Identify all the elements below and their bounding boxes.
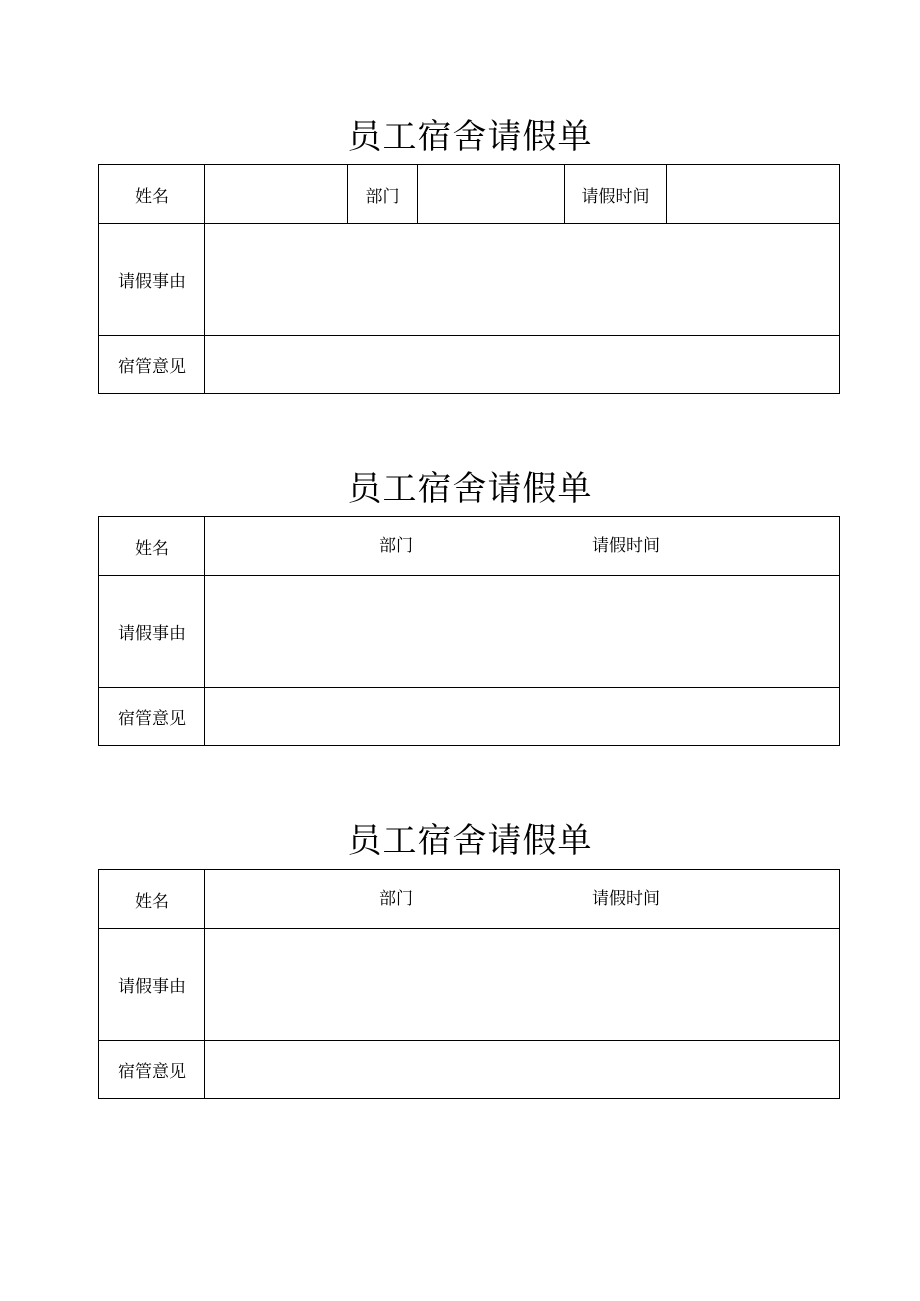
name-label: 姓名	[135, 186, 169, 207]
name-row-field[interactable]	[205, 517, 839, 575]
dorm-opinion-label: 宿管意见	[118, 357, 186, 377]
dorm-opinion-field[interactable]	[205, 1041, 839, 1098]
leave-time-label: 请假时间	[592, 889, 660, 909]
reason-label: 请假事由	[118, 272, 186, 292]
leave-time-label: 请假时间	[581, 186, 650, 207]
name-field[interactable]	[205, 165, 347, 223]
dept-label: 部门	[379, 889, 413, 909]
name-row-field[interactable]	[205, 870, 839, 928]
form-1-title: 员工宿舍请假单	[347, 117, 593, 157]
leave-time-label: 请假时间	[592, 536, 660, 556]
reason-field[interactable]	[205, 576, 839, 687]
form-3-table	[98, 869, 840, 1099]
reason-field[interactable]	[205, 224, 839, 335]
dorm-opinion-field[interactable]	[205, 336, 839, 393]
form-3-title: 员工宿舍请假单	[347, 821, 593, 861]
dept-label: 部门	[379, 536, 413, 556]
form-1-table	[98, 164, 840, 394]
dept-label: 部门	[365, 186, 400, 207]
dept-field[interactable]	[418, 165, 564, 223]
reason-label: 请假事由	[118, 624, 186, 644]
reason-label: 请假事由	[118, 977, 186, 997]
leave-time-field[interactable]	[667, 165, 839, 223]
reason-field[interactable]	[205, 929, 839, 1040]
dorm-opinion-label: 宿管意见	[118, 709, 186, 729]
name-label: 姓名	[135, 891, 169, 912]
form-2-title: 员工宿舍请假单	[347, 469, 593, 509]
form-2-table	[98, 516, 840, 746]
dorm-opinion-label: 宿管意见	[118, 1062, 186, 1082]
dorm-opinion-field[interactable]	[205, 688, 839, 745]
name-label: 姓名	[135, 538, 169, 559]
